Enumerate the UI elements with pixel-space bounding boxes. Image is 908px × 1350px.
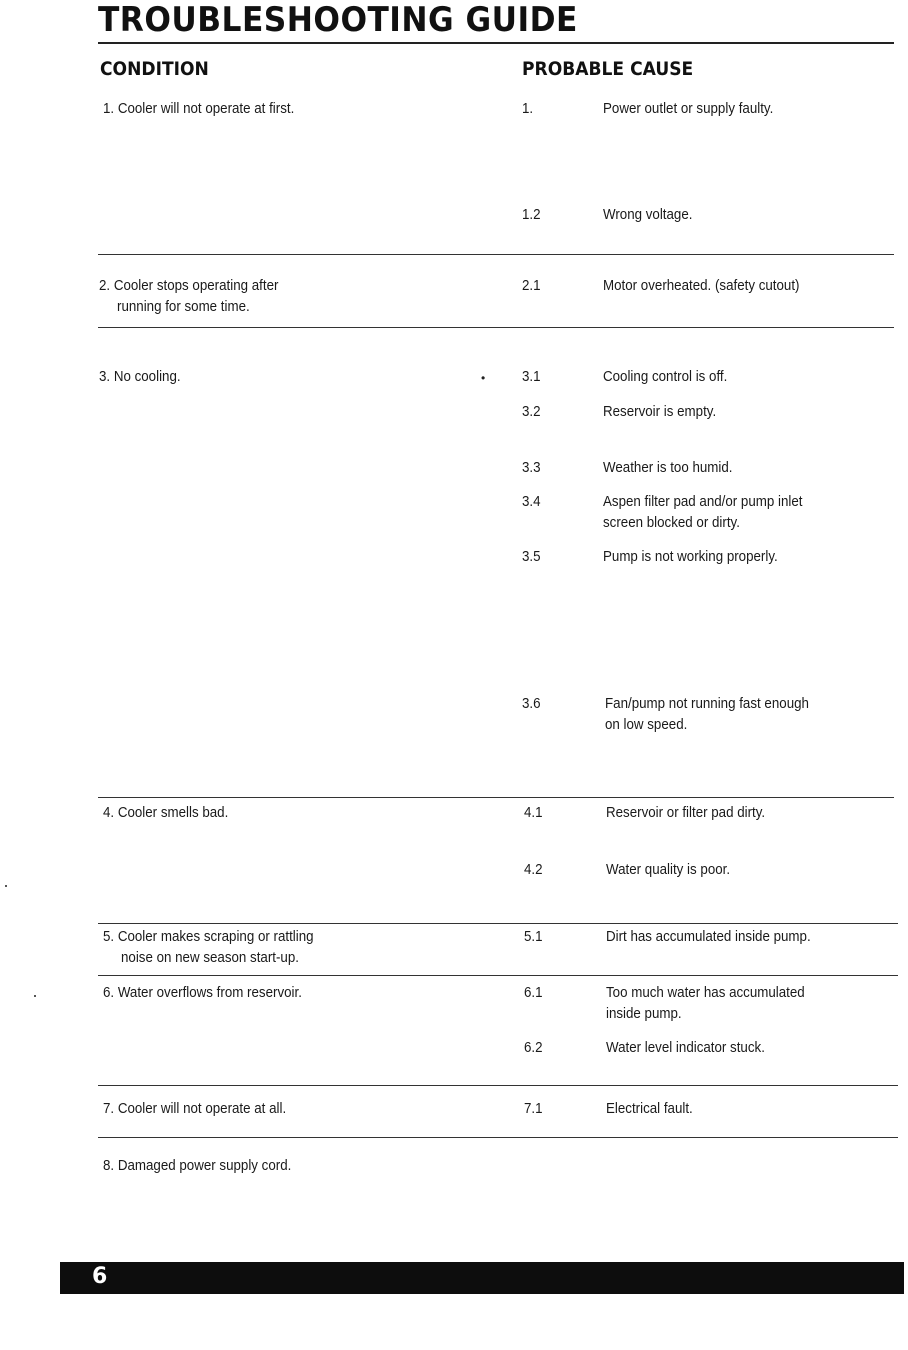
- condition-3: 3. No cooling.: [99, 369, 181, 385]
- cause-4-2-num: 4.2: [524, 862, 543, 878]
- page-title: TROUBLESHOOTING GUIDE: [98, 0, 578, 40]
- condition-2-line-1: 2. Cooler stops operating after: [99, 278, 279, 294]
- cause-1-2-num: 1.2: [522, 207, 541, 223]
- condition-4: 4. Cooler smells bad.: [103, 805, 229, 821]
- cause-5-1-text: Dirt has accumulated inside pump.: [606, 929, 811, 945]
- scan-speck: [34, 995, 36, 997]
- cause-3-6-text-line-1: Fan/pump not running fast enough: [605, 696, 809, 712]
- cause-3-1-num: 3.1: [522, 369, 541, 385]
- bullet-mark: •: [481, 371, 486, 385]
- cause-1-num: 1.: [522, 101, 534, 117]
- cause-2-1-text: Motor overheated. (safety cutout): [603, 278, 800, 294]
- probable-cause-header: PROBABLE CAUSE: [522, 58, 694, 80]
- cause-1-text: Power outlet or supply faulty.: [603, 101, 774, 117]
- cause-3-4-text-line-2: screen blocked or dirty.: [603, 515, 740, 531]
- divider-2: [98, 327, 894, 328]
- cause-6-1-num: 6.1: [524, 985, 543, 1001]
- cause-3-4-text-line-1: Aspen filter pad and/or pump inlet: [603, 494, 803, 510]
- cause-6-1-text-line-1: Too much water has accumulated: [606, 985, 805, 1001]
- condition-1: 1. Cooler will not operate at first.: [103, 101, 295, 117]
- condition-5-line-1: 5. Cooler makes scraping or rattling: [103, 929, 314, 945]
- cause-4-1-text: Reservoir or filter pad dirty.: [606, 805, 766, 821]
- cause-3-2-text: Reservoir is empty.: [603, 404, 717, 420]
- cause-7-1-num: 7.1: [524, 1101, 543, 1117]
- condition-header: CONDITION: [100, 58, 209, 80]
- cause-6-1-text-line-2: inside pump.: [606, 1006, 682, 1022]
- cause-3-3-text: Weather is too humid.: [603, 460, 733, 476]
- divider-1: [98, 254, 894, 255]
- cause-3-1-text: Cooling control is off.: [603, 369, 728, 385]
- divider-6: [98, 1085, 898, 1086]
- footer-bar: [60, 1262, 904, 1294]
- divider-7: [98, 1137, 898, 1138]
- cause-7-1-text: Electrical fault.: [606, 1101, 693, 1117]
- cause-3-2-num: 3.2: [522, 404, 541, 420]
- cause-3-5-text: Pump is not working properly.: [603, 549, 778, 565]
- cause-3-5-num: 3.5: [522, 549, 541, 565]
- cause-3-4-num: 3.4: [522, 494, 541, 510]
- divider-5: [98, 975, 898, 976]
- cause-6-2-text: Water level indicator stuck.: [606, 1040, 765, 1056]
- cause-2-1-num: 2.1: [522, 278, 541, 294]
- condition-7: 7. Cooler will not operate at all.: [103, 1101, 287, 1117]
- condition-6: 6. Water overflows from reservoir.: [103, 985, 302, 1001]
- title-rule: [98, 42, 894, 44]
- cause-1-2-text: Wrong voltage.: [603, 207, 693, 223]
- cause-4-1-num: 4.1: [524, 805, 543, 821]
- condition-5-line-2: noise on new season start-up.: [121, 950, 299, 966]
- page-number: 6: [92, 1264, 108, 1289]
- scan-speck: [5, 885, 7, 887]
- cause-6-2-num: 6.2: [524, 1040, 543, 1056]
- cause-4-2-text: Water quality is poor.: [606, 862, 731, 878]
- divider-4: [98, 923, 898, 924]
- condition-2-line-2: running for some time.: [117, 299, 250, 315]
- condition-8: 8. Damaged power supply cord.: [103, 1158, 292, 1174]
- cause-3-6-num: 3.6: [522, 696, 541, 712]
- cause-3-3-num: 3.3: [522, 460, 541, 476]
- divider-3: [98, 797, 894, 798]
- cause-5-1-num: 5.1: [524, 929, 543, 945]
- cause-3-6-text-line-2: on low speed.: [605, 717, 688, 733]
